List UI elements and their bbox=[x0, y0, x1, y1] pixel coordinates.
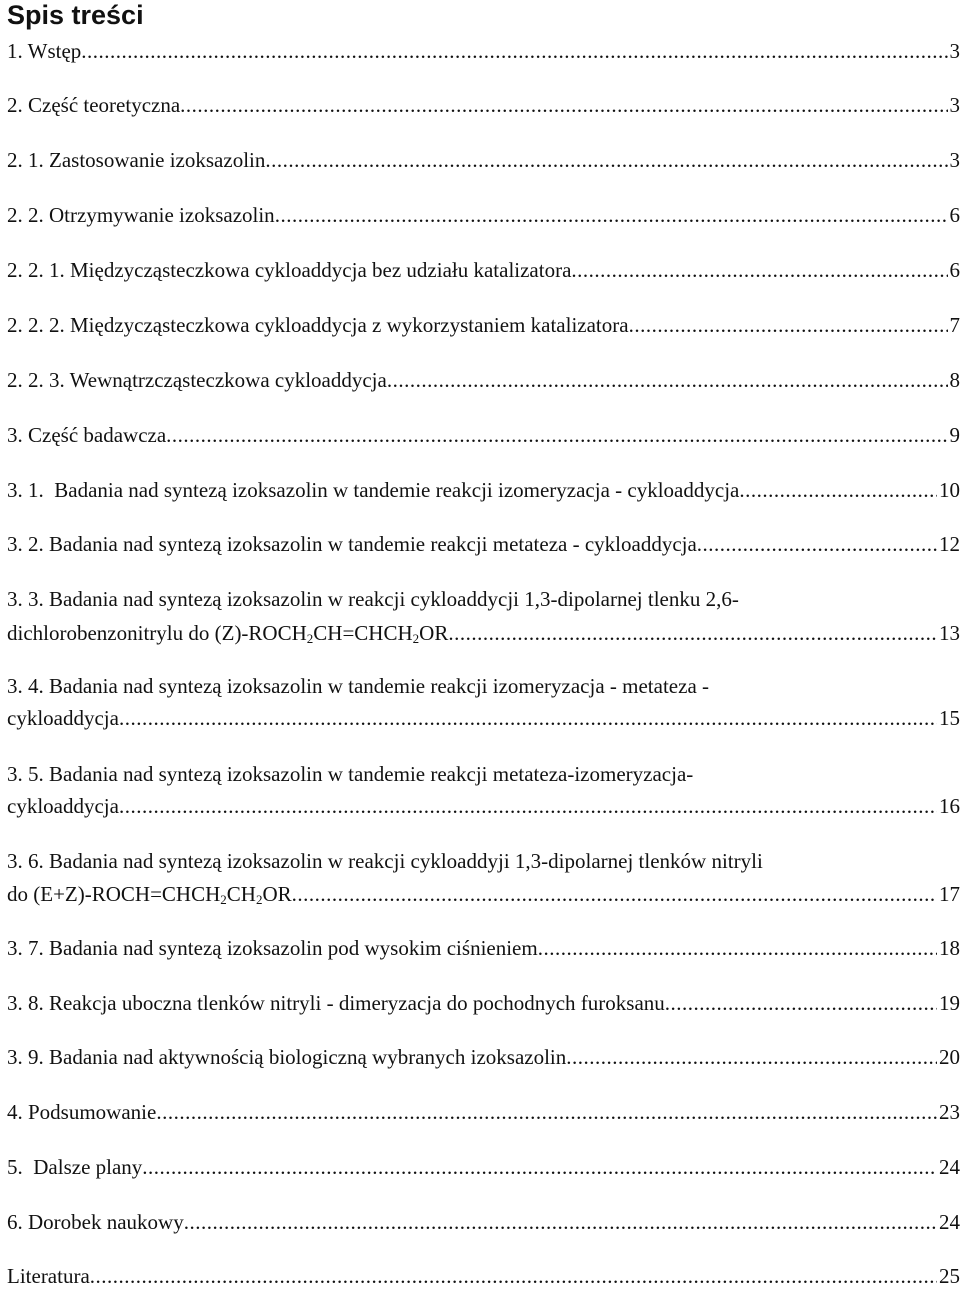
toc-entry-czesc-badawcza[interactable] bbox=[7, 421, 960, 449]
toc-entry-3-8[interactable] bbox=[7, 989, 960, 1017]
toc-entry-otrzymywanie[interactable] bbox=[7, 201, 960, 229]
dot-leader bbox=[119, 792, 937, 820]
toc-page-number: 3 bbox=[948, 37, 960, 65]
toc-entry-3-3-line1[interactable]: 3. 3. Badania nad syntezą izoksazolin w reakcji cykloaddycji 1,3-dipolarnej tlenku 2,6- bbox=[7, 585, 739, 613]
toc-entry-czesc-teoretyczna[interactable] bbox=[7, 91, 960, 119]
toc-page-number: 15 bbox=[937, 704, 960, 732]
dot-leader bbox=[166, 421, 947, 449]
dot-leader bbox=[739, 476, 937, 504]
toc-page-number: 6 bbox=[948, 256, 960, 284]
dot-leader bbox=[180, 91, 947, 119]
toc-entry-text: Literatura bbox=[7, 1262, 90, 1290]
toc-entry-text: 2. Część teoretyczna bbox=[7, 91, 180, 119]
toc-entry-text: 3. 9. Badania nad aktywnością biologiczną wybranych izoksazolin bbox=[7, 1043, 566, 1071]
dot-leader bbox=[566, 1043, 937, 1071]
subscript: 2 bbox=[307, 631, 314, 646]
toc-entry-text bbox=[7, 619, 448, 647]
toc-page-number: 18 bbox=[937, 934, 960, 962]
toc-page-number: 24 bbox=[937, 1153, 960, 1181]
toc-entry-3-4[interactable] bbox=[7, 704, 960, 732]
toc-entry-3-7[interactable] bbox=[7, 934, 960, 962]
toc-page-number: 19 bbox=[937, 989, 960, 1017]
dot-leader bbox=[697, 530, 937, 558]
dot-leader bbox=[292, 880, 937, 908]
toc-entry-z-katalizatorem[interactable] bbox=[7, 311, 960, 339]
toc-entry-text: 1. Wstęp bbox=[7, 37, 81, 65]
toc-page-number: 25 bbox=[937, 1262, 960, 1290]
subscript: 2 bbox=[413, 631, 420, 646]
toc-page-number: 13 bbox=[937, 619, 960, 647]
toc-entry-text: 2. 1. Zastosowanie izoksazolin bbox=[7, 146, 265, 174]
toc-entry-dalsze-plany[interactable] bbox=[7, 1153, 960, 1181]
text-part: CH bbox=[227, 882, 256, 906]
toc-entry-bez-katalizatora[interactable] bbox=[7, 256, 960, 284]
toc-entry-text: 2. 2. Otrzymywanie izoksazolin bbox=[7, 201, 275, 229]
text-part: dichlorobenzonitrylu do (Z)-ROCH bbox=[7, 621, 307, 645]
dot-leader bbox=[184, 1208, 937, 1236]
toc-entry-text bbox=[7, 880, 292, 908]
dot-leader bbox=[275, 201, 948, 229]
dot-leader bbox=[571, 256, 947, 284]
toc-page-number: 20 bbox=[937, 1043, 960, 1071]
toc-entry-3-4-line1[interactable]: 3. 4. Badania nad syntezą izoksazolin w tandemie reakcji izomeryzacja - metateza - bbox=[7, 672, 709, 700]
toc-entry-zastosowanie[interactable] bbox=[7, 146, 960, 174]
toc-entry-literatura[interactable] bbox=[7, 1262, 960, 1290]
toc-entry-3-2[interactable] bbox=[7, 530, 960, 558]
toc-entry-3-6-line1[interactable]: 3. 6. Badania nad syntezą izoksazolin w reakcji cykloaddyji 1,3-dipolarnej tlenków nitryli bbox=[7, 847, 763, 875]
toc-entry-text: 4. Podsumowanie bbox=[7, 1098, 156, 1126]
toc-page-number: 7 bbox=[948, 311, 960, 339]
subscript: 2 bbox=[256, 892, 263, 907]
toc-page-number: 3 bbox=[948, 91, 960, 119]
subscript: 2 bbox=[220, 892, 227, 907]
toc-entry-text: 2. 2. 3. Wewnątrzcząsteczkowa cykloaddycja bbox=[7, 366, 387, 394]
toc-entry-text: 5. Dalsze plany bbox=[7, 1153, 142, 1181]
dot-leader bbox=[665, 989, 937, 1017]
dot-leader bbox=[142, 1153, 937, 1181]
toc-entry-podsumowanie[interactable] bbox=[7, 1098, 960, 1126]
text-part: OR bbox=[262, 882, 291, 906]
toc-entry-text: 3. 1. Badania nad syntezą izoksazolin w tandemie reakcji izomeryzacja - cykloaddycja bbox=[7, 476, 739, 504]
toc-page-number: 3 bbox=[948, 146, 960, 174]
dot-leader bbox=[265, 146, 947, 174]
toc-page-number: 10 bbox=[937, 476, 960, 504]
toc-page-number: 6 bbox=[948, 201, 960, 229]
toc-entry-text: 6. Dorobek naukowy bbox=[7, 1208, 184, 1236]
toc-entry-text: cykloaddycja bbox=[7, 704, 119, 732]
toc-entry-3-6[interactable] bbox=[7, 880, 960, 908]
dot-leader bbox=[81, 37, 947, 65]
toc-page-number: 8 bbox=[948, 366, 960, 394]
dot-leader bbox=[90, 1262, 937, 1290]
dot-leader bbox=[156, 1098, 937, 1126]
toc-entry-dorobek-naukowy[interactable] bbox=[7, 1208, 960, 1236]
text-part: OR bbox=[419, 621, 448, 645]
toc-entry-3-9[interactable] bbox=[7, 1043, 960, 1071]
dot-leader bbox=[119, 704, 937, 732]
toc-entry-3-1[interactable] bbox=[7, 476, 960, 504]
text-part: do (E+Z)-ROCH=CHCH bbox=[7, 882, 220, 906]
toc-page-number: 9 bbox=[948, 421, 960, 449]
toc-entry-text: 2. 2. 1. Międzycząsteczkowa cykloaddycja bez udziału katalizatora bbox=[7, 256, 571, 284]
toc-entry-3-5[interactable] bbox=[7, 792, 960, 820]
toc-entry-text: 3. Część badawcza bbox=[7, 421, 166, 449]
toc-entry-3-3[interactable] bbox=[7, 619, 960, 647]
toc-page-number: 24 bbox=[937, 1208, 960, 1236]
text-part: CH=CHCH bbox=[313, 621, 412, 645]
dot-leader bbox=[387, 366, 948, 394]
dot-leader bbox=[538, 934, 937, 962]
toc-entry-3-5-line1[interactable]: 3. 5. Badania nad syntezą izoksazolin w tandemie reakcji metateza-izomeryzacja- bbox=[7, 760, 693, 788]
toc-page-number: 16 bbox=[937, 792, 960, 820]
toc-entry-text: 3. 2. Badania nad syntezą izoksazolin w tandemie reakcji metateza - cykloaddycja bbox=[7, 530, 697, 558]
dot-leader bbox=[448, 619, 937, 647]
toc-entry-wstep[interactable] bbox=[7, 37, 960, 65]
toc-entry-text: 3. 7. Badania nad syntezą izoksazolin pod wysokim ciśnieniem bbox=[7, 934, 538, 962]
page-title: Spis treści bbox=[7, 0, 144, 32]
toc-entry-text: cykloaddycja bbox=[7, 792, 119, 820]
toc-entry-text: 3. 8. Reakcja uboczna tlenków nitryli - dimeryzacja do pochodnych furoksanu bbox=[7, 989, 665, 1017]
toc-entry-text: 2. 2. 2. Międzycząsteczkowa cykloaddycja z wykorzystaniem katalizatora bbox=[7, 311, 629, 339]
toc-page-number: 12 bbox=[937, 530, 960, 558]
toc-page-number: 23 bbox=[937, 1098, 960, 1126]
dot-leader bbox=[629, 311, 948, 339]
toc-entry-wewnatrzczasteczkowa[interactable] bbox=[7, 366, 960, 394]
toc-page-number: 17 bbox=[937, 880, 960, 908]
